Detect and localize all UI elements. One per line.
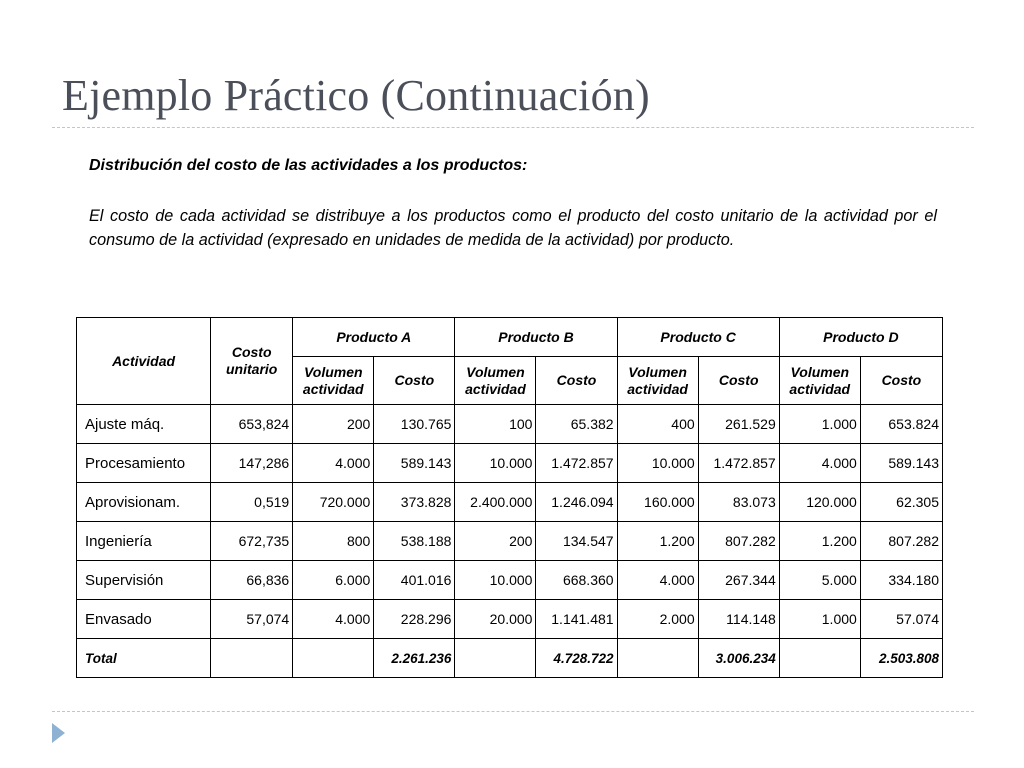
table-row [77,444,943,483]
cell-d-costo: 653.824 [860,405,942,444]
cell-d-costo: 57.074 [860,600,942,639]
total-empty-cell [211,639,293,678]
total-label: Total [77,639,211,678]
cell-c-volumen: 160.000 [617,483,698,522]
total-empty-cell [455,639,536,678]
cell-costo-unitario: 57,074 [211,600,293,639]
header-actividad: Actividad [77,318,211,405]
cell-costo-unitario: 672,735 [211,522,293,561]
cell-c-volumen: 4.000 [617,561,698,600]
cell-actividad: Procesamiento [77,444,211,483]
cell-d-volumen: 120.000 [779,483,860,522]
cell-b-costo: 65.382 [536,405,617,444]
description-paragraph: El costo de cada actividad se distribuye a los productos como el producto del costo unitario de la actividad por el consumo de la actividad (expresado en unidades de medida de la actividad) por producto. [89,207,937,249]
cell-d-costo: 589.143 [860,444,942,483]
cell-b-costo: 1.141.481 [536,600,617,639]
cell-b-volumen: 20.000 [455,600,536,639]
cell-costo-unitario: 653,824 [211,405,293,444]
cell-d-volumen: 1.000 [779,600,860,639]
cell-actividad: Supervisión [77,561,211,600]
cell-a-costo: 401.016 [374,561,455,600]
header-volumen-actividad: Volumen actividad [293,357,374,405]
cell-a-volumen: 4.000 [293,444,374,483]
cell-b-volumen: 200 [455,522,536,561]
cell-actividad: Ajuste máq. [77,405,211,444]
cell-c-costo: 267.344 [698,561,779,600]
cell-costo-unitario: 147,286 [211,444,293,483]
header-costo: Costo [860,357,942,405]
table-row [77,405,943,444]
cell-c-costo: 83.073 [698,483,779,522]
triangle-bullet-icon [52,723,65,743]
total-empty-cell [293,639,374,678]
cell-a-volumen: 4.000 [293,600,374,639]
cell-a-costo: 589.143 [374,444,455,483]
cell-b-costo: 1.246.094 [536,483,617,522]
cell-c-volumen: 10.000 [617,444,698,483]
cell-a-costo: 373.828 [374,483,455,522]
cell-a-volumen: 800 [293,522,374,561]
cell-actividad: Ingeniería [77,522,211,561]
cell-b-costo: 134.547 [536,522,617,561]
cell-d-volumen: 1.200 [779,522,860,561]
slide-title: Ejemplo Práctico (Continuación) [62,71,650,120]
cell-actividad: Envasado [77,600,211,639]
header-costo-unitario: Costo unitario [211,318,293,405]
table-row [77,522,943,561]
header-producto-b: Producto B [455,318,617,357]
cost-distribution-table [76,317,943,678]
table-row [77,600,943,639]
header-producto-d: Producto D [779,318,942,357]
cell-a-volumen: 720.000 [293,483,374,522]
header-costo: Costo [374,357,455,405]
table-row [77,561,943,600]
cell-d-costo: 807.282 [860,522,942,561]
cell-b-costo: 1.472.857 [536,444,617,483]
header-costo: Costo [536,357,617,405]
cell-b-volumen: 100 [455,405,536,444]
total-empty-cell [779,639,860,678]
cell-costo-unitario: 0,519 [211,483,293,522]
footer-divider [52,711,974,712]
cell-d-volumen: 5.000 [779,561,860,600]
cell-d-volumen: 4.000 [779,444,860,483]
cell-b-volumen: 10.000 [455,444,536,483]
cell-d-volumen: 1.000 [779,405,860,444]
section-subtitle: Distribución del costo de las actividades a los productos: [89,157,528,174]
table-row [77,483,943,522]
total-c-costo: 3.006.234 [698,639,779,678]
header-volumen-actividad: Volumen actividad [617,357,698,405]
cell-costo-unitario: 66,836 [211,561,293,600]
total-empty-cell [617,639,698,678]
cell-actividad: Aprovisionam. [77,483,211,522]
header-producto-c: Producto C [617,318,779,357]
cell-c-costo: 261.529 [698,405,779,444]
cell-a-costo: 228.296 [374,600,455,639]
total-d-costo: 2.503.808 [860,639,942,678]
cell-a-volumen: 6.000 [293,561,374,600]
cell-b-volumen: 10.000 [455,561,536,600]
total-row [77,639,943,678]
cell-d-costo: 62.305 [860,483,942,522]
cell-b-costo: 668.360 [536,561,617,600]
cell-a-volumen: 200 [293,405,374,444]
cell-c-volumen: 1.200 [617,522,698,561]
cell-a-costo: 130.765 [374,405,455,444]
header-volumen-actividad: Volumen actividad [455,357,536,405]
cell-a-costo: 538.188 [374,522,455,561]
cell-c-volumen: 2.000 [617,600,698,639]
total-a-costo: 2.261.236 [374,639,455,678]
cell-c-costo: 114.148 [698,600,779,639]
cell-c-costo: 807.282 [698,522,779,561]
cell-d-costo: 334.180 [860,561,942,600]
total-b-costo: 4.728.722 [536,639,617,678]
header-producto-a: Producto A [293,318,455,357]
cell-c-volumen: 400 [617,405,698,444]
header-volumen-actividad: Volumen actividad [779,357,860,405]
cell-c-costo: 1.472.857 [698,444,779,483]
title-divider [52,127,974,128]
header-costo: Costo [698,357,779,405]
cell-b-volumen: 2.400.000 [455,483,536,522]
